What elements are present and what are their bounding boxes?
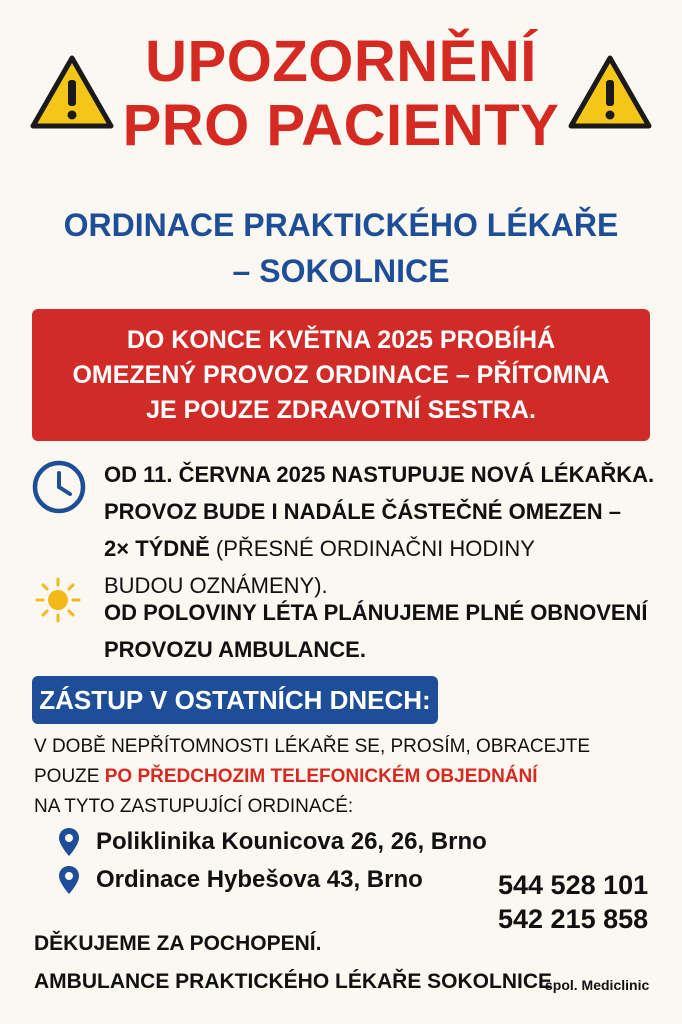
info-hours-note: (PŘESNÉ ORDINAČNI HODINY [209, 536, 535, 561]
phone-number-1: 544 528 101 [498, 870, 649, 900]
sun-icon [34, 576, 82, 624]
thank-you-text: DĚKUJEME ZA POCHOPENÍ. [34, 932, 322, 955]
info-line-1: OD 11. ČERVNA 2025 NASTUPUJE NOVÁ LÉKAŘKA. [104, 462, 655, 487]
substitute-instructions [34, 732, 654, 822]
subtitle-line-2: – SOKOLNICE [232, 253, 450, 289]
info-line-3 [104, 530, 674, 567]
phone-order-highlight: PO PŘEDCHOZIM TELEFONICKÉM OBJEDNÁNÍ [104, 766, 538, 787]
clock-icon [30, 458, 88, 516]
instruction-prefix: POUZE [34, 766, 105, 787]
location-name: Poliklinika Kounicova 26, 26, Brno [96, 828, 487, 855]
info-frequency: 2× TÝDNĚ [104, 536, 210, 561]
operator-name: spol. Mediclinic [545, 977, 650, 993]
alert-line-1: DO KONCE KVĚTNA 2025 PROBÍHÁ [126, 326, 556, 354]
info-new-doctor [104, 456, 674, 604]
page-title [100, 30, 582, 158]
clinic-signature: AMBULANCE PRAKTICKÉHO LÉKAŘE SOKOLNICE [34, 970, 553, 993]
location-item-2 [58, 862, 423, 898]
location-item-1 [58, 824, 487, 860]
alert-line-2: OMEZENÝ PROVOZ ORDINACE – PŘÍTOMNA [72, 361, 610, 389]
clinic-subtitle [20, 202, 662, 294]
phone-number-2: 542 215 858 [498, 904, 649, 934]
location-pin-icon [58, 827, 80, 857]
info-full-restore [104, 594, 674, 668]
alert-banner [32, 309, 650, 441]
instruction-line-1: V DOBĚ NEPŘÍTOMNOSTI LÉKAŘE SE, PROSÍM, OBRACEJTE [34, 736, 591, 757]
instruction-line-3: NA TYTO ZASTUPUJÍCÍ ORDINACÉ: [34, 796, 354, 817]
info-line-2: PROVOZ BUDE I NADÁLE ČÁSTEČNÉ OMEZEN – [104, 499, 622, 524]
instruction-line-2 [34, 762, 654, 792]
substitute-badge: ZÁSTUP V OSTATNÍCH DNECH: [32, 676, 438, 724]
info-line-4: BUDOU OZNÁMENY). [104, 573, 328, 598]
alert-line-3: JE POUZE ZDRAVOTNÍ SESTRA. [146, 396, 536, 424]
sun-line-2: PROVOZU AMBULANCE. [104, 637, 366, 662]
sun-line-1: OD POLOVINY LÉTA PLÁNUJEME PLNÉ OBNOVENÍ [104, 600, 648, 625]
subtitle-line-1: ORDINACE PRAKTICKÉHO LÉKAŘE [63, 207, 619, 243]
title-line-2: PRO PACIENTY [122, 93, 560, 158]
location-pin-icon [58, 865, 80, 895]
location-name: Ordinace Hybešova 43, Brno [96, 866, 423, 893]
title-line-1: UPOZORNĚNÍ [145, 29, 537, 94]
